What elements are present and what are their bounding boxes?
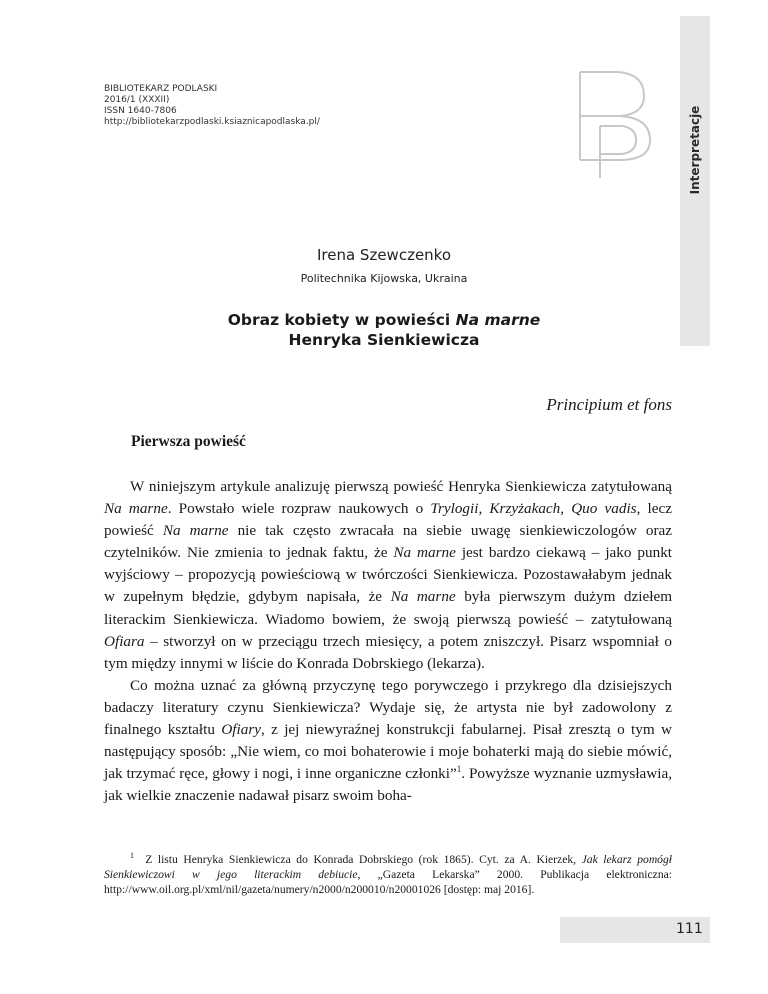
author-name: Irena Szewczenko <box>316 246 452 264</box>
journal-info <box>104 84 320 128</box>
bp-logo-icon <box>570 68 670 180</box>
paragraph: W niniejszym artykule analizuję pierwszą powieść Henryka Sienkiewicza zatytułowaną Na marne. Powstało wiele rozpraw naukowych o Trylogii, Krzyżakach, Quo vadis, lecz powieść Na marne nie tak często zwracała na siebie uwagę sienkiewiczologów oraz czytelników. Nie zmienia to jednak faktu, że Na marne jest bardzo ciekawą – jako punkt wyjściowy – propozycją powieściową w twórczości Sienkiewicza. Pozostawałabym jednak w zupełnym błędzie, gdybym napisała, że Na marne była pierwszym dużym dziełem literackim Sienkiewicza. Wiadomo bowiem, że swoją pierwszą powieść – zatytułowaną Ofiara – stworzył on w przeciągu trzech miesięcy, a potem zniszczył. Pisarz wspomniał o tym między innymi w liście do Konrada Dobrskiego (lekarza). <box>104 478 673 672</box>
article-body <box>104 476 672 807</box>
footnote-number: 1 <box>130 851 134 860</box>
journal-url: http://bibliotekarzpodlaski.ksiaznicapodlaska.pl/ <box>104 117 320 127</box>
author-affiliation: Politechnika Kijowska, Ukraina <box>300 272 468 285</box>
paragraph: Co można uznać za główną przyczynę tego porywczego i przykrego dla dzisiejszych badaczy literatury czynu Sienkiewicza? Wydaje się, że artysta nie był zadowolony z finalnego kształtu Ofiary, z jej niewyraźnej konstrukcji fabularnej. Pisał zresztą o tym w następujący sposób: „Nie wiem, co moi bohaterowie i moje bohaterki mają do siebie mówić, jak trzymać ręce, głowy i nogi, i inne organiczne członki”$^1$. Powyższe wyznanie uzmysławia, jak wielkie znaczenie nadawał pisarz swoim boha- <box>104 676 673 805</box>
section-heading: Pierwsza powieść <box>131 433 246 450</box>
title-line2: Henryka Sienkiewicza <box>288 331 480 349</box>
motto: Principium et fons <box>546 395 672 414</box>
journal-issue: 2016/1 (XXXII) <box>104 95 170 105</box>
section-label: Interpretacje <box>688 105 702 195</box>
footnote-ref[interactable]: 1 <box>456 764 462 775</box>
journal-name: BIBLIOTEKARZ PODLASKI <box>104 84 218 94</box>
title-part: Obraz kobiety w powieści <box>227 311 456 329</box>
article-title <box>0 310 768 350</box>
page-number: 111 <box>676 921 703 937</box>
title-italic: Na marne <box>455 311 541 329</box>
journal-issn: ISSN 1640-7806 <box>104 106 177 116</box>
footnote: $^1$ Z listu Henryka Sienkiewicza do Konrada Dobrskiego (rok 1865). Cyt. za A. Kierzek, Jak lekarz pomógł Sienkiewiczowi w jego literackim debiucie, „Gazeta Lekarska” 2000. Publikacja elektroniczna: http://www.oil.org.pl/xml/nil/gazeta/numery/n2000/n200010/n20001026 [dostęp: maj 2016]. <box>104 851 673 896</box>
